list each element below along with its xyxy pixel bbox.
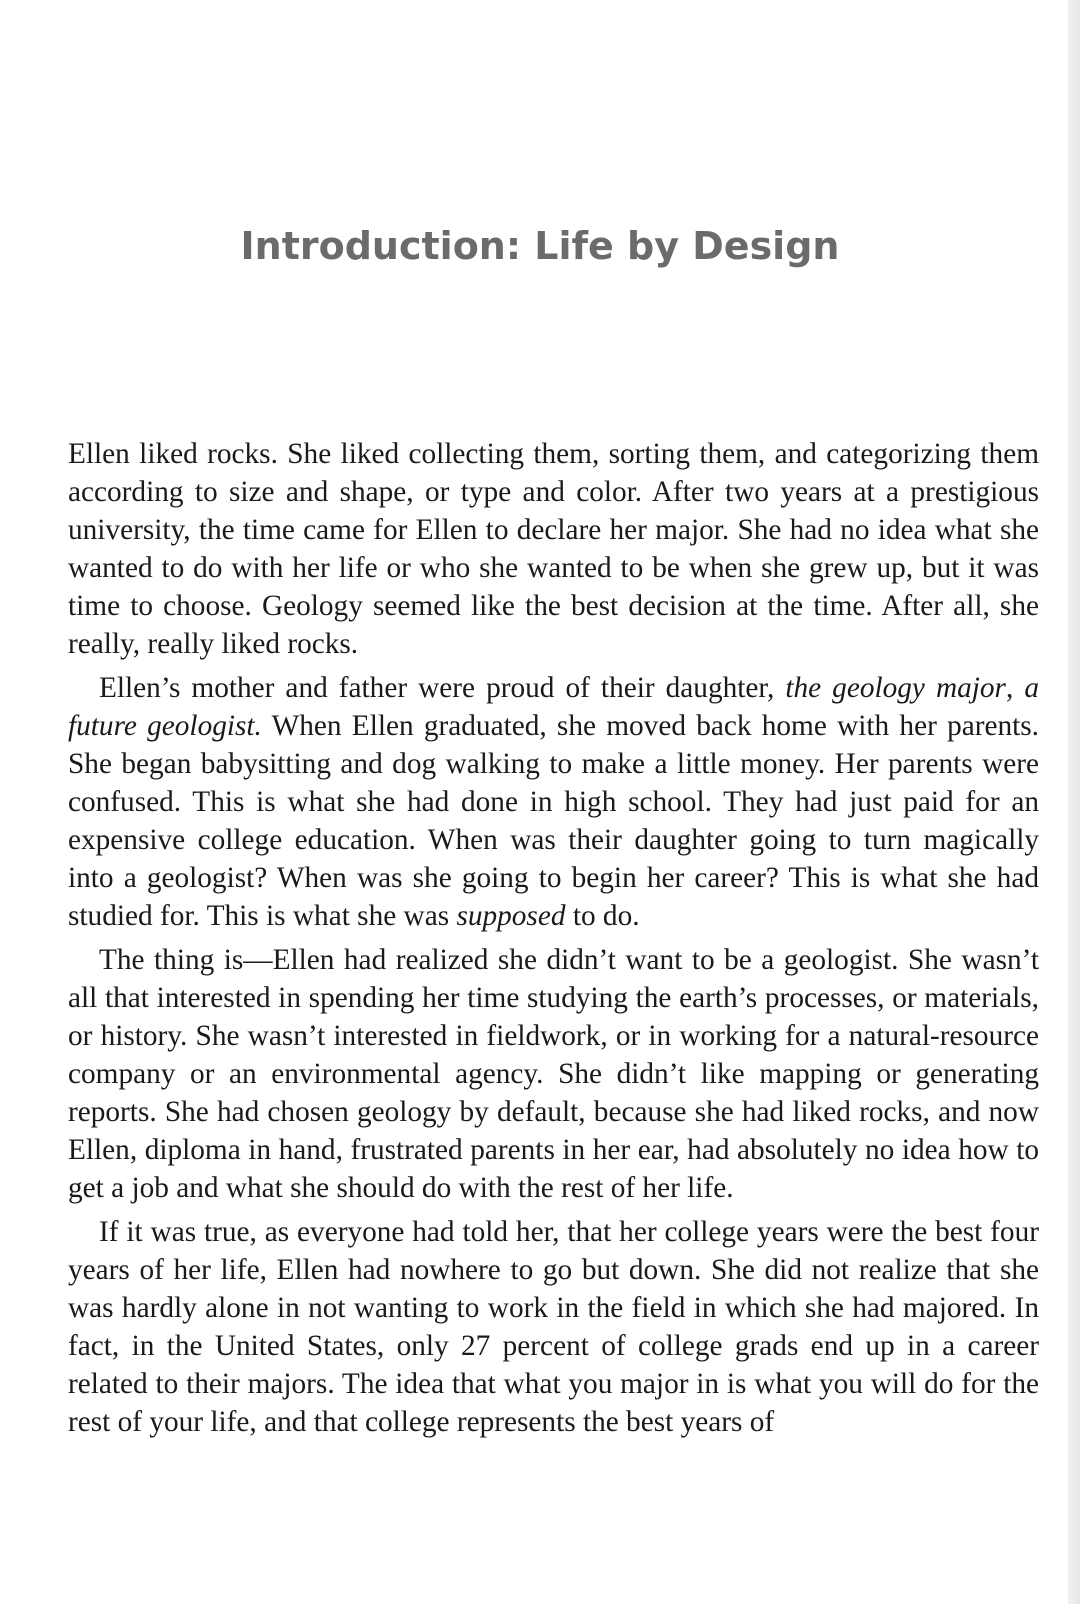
paragraph-3: The thing is—Ellen had realized she didn’t want to be a geologist. She wasn’t all that interested in spending her time studying the earth’s processes, or materials, or history. She wasn’t interested in fieldwork, or in working for a natural-resource company or an environmental agency. She didn’t like mapping or generating reports. She had chosen geology by default, because she had liked rocks, and now Ellen, diploma in hand, frustrated parents in her ear, had absolutely no idea how to get a job and what she should do with the rest of her life. <box>68 944 1039 1204</box>
paragraph-2 <box>68 669 1039 935</box>
paragraph-2-text-2: , <box>1005 672 1025 704</box>
chapter-title: Introduction: Life by Design <box>240 224 840 268</box>
paragraph-2-italic-2: a future geologist. <box>68 672 1039 742</box>
page-edge-scrollbar[interactable] <box>1068 0 1080 1604</box>
paragraph-2-italic-1: the geology major <box>785 672 1006 704</box>
paragraph-4: If it was true, as everyone had told her, that her college years were the best four years of her life, Ellen had nowhere to go but down. She did not realize that she was hardly alone in not wanting to work in the field in which she had majored. In fact, in the United States, only 27 percent of college grads end up in a career related to their majors. The idea that what you major in is what you will do for the rest of your life, and that college represents the best years of <box>68 1216 1039 1438</box>
paragraph-2-italic-3: supposed <box>456 900 566 932</box>
paragraph-2-text-4: to do. <box>565 900 640 932</box>
body-text <box>68 435 1039 1447</box>
paragraph-2-text-1: Ellen’s mother and father were proud of their daughter, <box>99 672 786 704</box>
paragraph-1: Ellen liked rocks. She liked collecting them, sorting them, and categorizing them according to size and shape, or type and color. After two years at a prestigious university, the time came for Ellen to declare her major. She had no idea what she wanted to do with her life or who she wanted to be when she grew up, but it was time to choose. Geology seemed like the best decision at the time. After all, she really, really liked rocks. <box>68 438 1039 660</box>
paragraph-2-text-3: When Ellen graduated, she moved back home with her parents. She began babysitting and dog walking to make a little money. Her parents were confused. This is what she had done in high school. They had just paid for an expensive college education. When was their daughter going to turn magically into a geologist? When was she going to begin her career? This is what she had studied for. This is what she was <box>68 710 1039 932</box>
